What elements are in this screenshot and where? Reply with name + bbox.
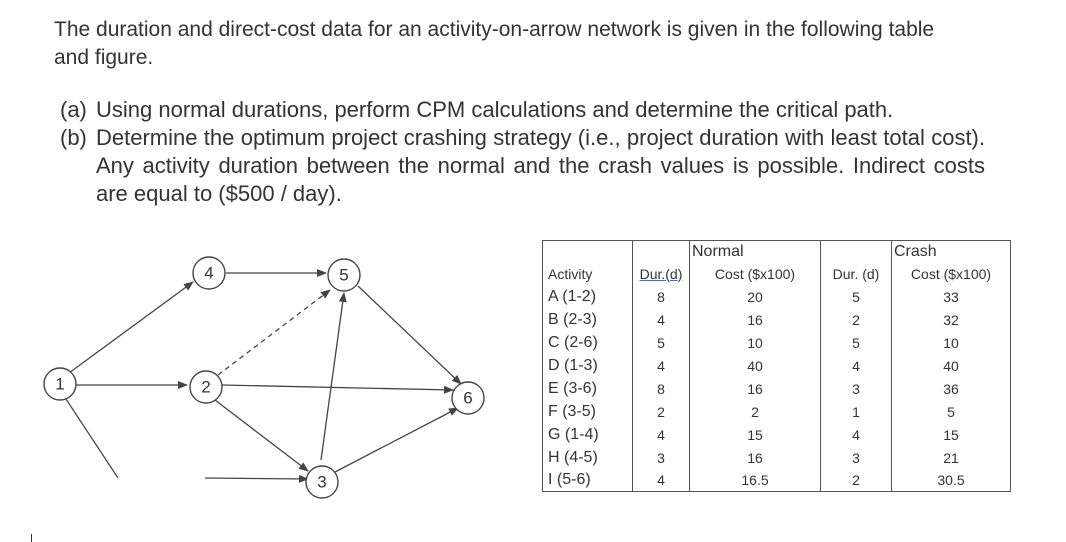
crash-duration-cell: 4	[821, 423, 892, 446]
crash-duration-header: Dur. (d)	[821, 262, 892, 285]
arrow-3-5	[321, 293, 344, 460]
group-normal-header: Normal	[690, 241, 821, 263]
table-row	[543, 285, 1011, 308]
node-2-label: 2	[201, 377, 211, 397]
normal-duration-cell: 4	[633, 308, 690, 331]
activity-cell: D (1-3)	[543, 354, 633, 377]
normal-duration-cell: 8	[633, 285, 690, 308]
activity-cell: H (4-5)	[543, 446, 633, 469]
crash-cost-cell: 33	[892, 285, 1011, 308]
normal-duration-cell: 4	[633, 423, 690, 446]
normal-cost-cell: 10	[690, 331, 821, 354]
crash-cost-cell: 5	[892, 400, 1011, 423]
normal-duration-cell: 5	[633, 331, 690, 354]
normal-cost-cell: 20	[690, 285, 821, 308]
crash-duration-cell: 2	[821, 308, 892, 331]
normal-cost-header: Cost ($x100)	[690, 262, 821, 285]
activity-cell: I (5-6)	[543, 469, 633, 492]
crash-cost-cell: 21	[892, 446, 1011, 469]
normal-cost-cell: 16	[690, 308, 821, 331]
crash-cost-cell: 40	[892, 354, 1011, 377]
arrow-1-3	[64, 396, 118, 478]
crash-cost-header: Cost ($x100)	[892, 262, 1011, 285]
question-a-text: Using normal durations, perform CPM calculations and determine the critical path.	[96, 97, 894, 122]
group-crash-header: Crash	[892, 241, 1011, 263]
normal-duration-cell: 4	[633, 469, 690, 492]
normal-duration-cell: 2	[633, 400, 690, 423]
arrow-1-3-b	[205, 478, 308, 479]
question-b-text: Determine the optimum project crashing strategy (i.e., project duration with least total cost). Any activity duration between the normal and the crash values is possible. Indirect costs are equal to ($500 / day).	[96, 125, 985, 206]
crash-cost-cell: 32	[892, 308, 1011, 331]
question-list	[60, 96, 985, 208]
question-b	[60, 124, 985, 208]
table-row	[543, 469, 1011, 492]
arrow-2-5	[218, 290, 330, 375]
crash-cost-cell: 10	[892, 331, 1011, 354]
activity-cell: G (1-4)	[543, 423, 633, 446]
normal-duration-cell: 4	[633, 354, 690, 377]
crash-cost-cell: 30.5	[892, 469, 1011, 492]
crash-cost-cell: 36	[892, 377, 1011, 400]
crash-duration-cell: 3	[821, 377, 892, 400]
normal-duration-cell: 8	[633, 377, 690, 400]
node-3-label: 3	[317, 472, 327, 492]
crash-duration-cell: 3	[821, 446, 892, 469]
question-a	[60, 96, 985, 124]
activity-cell: F (3-5)	[543, 400, 633, 423]
arrow-5-6	[358, 286, 461, 384]
activity-cell: A (1-2)	[543, 285, 633, 308]
node-4-label: 4	[204, 263, 214, 283]
activity-cell: C (2-6)	[543, 331, 633, 354]
activity-cell: B (2-3)	[543, 308, 633, 331]
crash-duration-cell: 5	[821, 331, 892, 354]
activity-data-table	[542, 240, 1011, 492]
normal-cost-cell: 16	[690, 446, 821, 469]
crash-duration-cell: 5	[821, 285, 892, 308]
table-row	[543, 354, 1011, 377]
problem-intro: The duration and direct-cost data for an activity-on-arrow network is given in the following table and figure.	[54, 18, 935, 69]
activity-cell: E (3-6)	[543, 377, 633, 400]
arrow-2-3	[215, 400, 308, 471]
text-cursor-mark	[31, 534, 32, 542]
table-row	[543, 423, 1011, 446]
question-b-label: (b)	[60, 125, 87, 150]
crash-cost-cell: 15	[892, 423, 1011, 446]
table-group-header-row	[543, 241, 1011, 263]
normal-duration-header: Dur.(d)	[633, 262, 690, 285]
table-row	[543, 331, 1011, 354]
normal-duration-cell: 3	[633, 446, 690, 469]
table-row	[543, 377, 1011, 400]
table-row	[543, 400, 1011, 423]
normal-cost-cell: 40	[690, 354, 821, 377]
table-row	[543, 446, 1011, 469]
activity-header: Activity	[543, 262, 633, 285]
normal-cost-cell: 16	[690, 377, 821, 400]
crash-duration-cell: 4	[821, 354, 892, 377]
node-1-label: 1	[55, 374, 65, 394]
crash-duration-cell: 2	[821, 469, 892, 492]
normal-cost-cell: 2	[690, 400, 821, 423]
arrow-3-6	[335, 408, 458, 472]
normal-cost-cell: 16.5	[690, 469, 821, 492]
node-5-label: 5	[339, 265, 349, 285]
crash-duration-cell: 1	[821, 400, 892, 423]
table-row	[543, 308, 1011, 331]
question-a-label: (a)	[60, 97, 87, 122]
node-6-label: 6	[463, 388, 473, 408]
arrow-1-4	[69, 282, 193, 373]
table-column-header-row	[543, 262, 1011, 285]
normal-cost-cell: 15	[690, 423, 821, 446]
network-diagram	[0, 230, 540, 510]
arrow-2-6	[222, 385, 453, 390]
